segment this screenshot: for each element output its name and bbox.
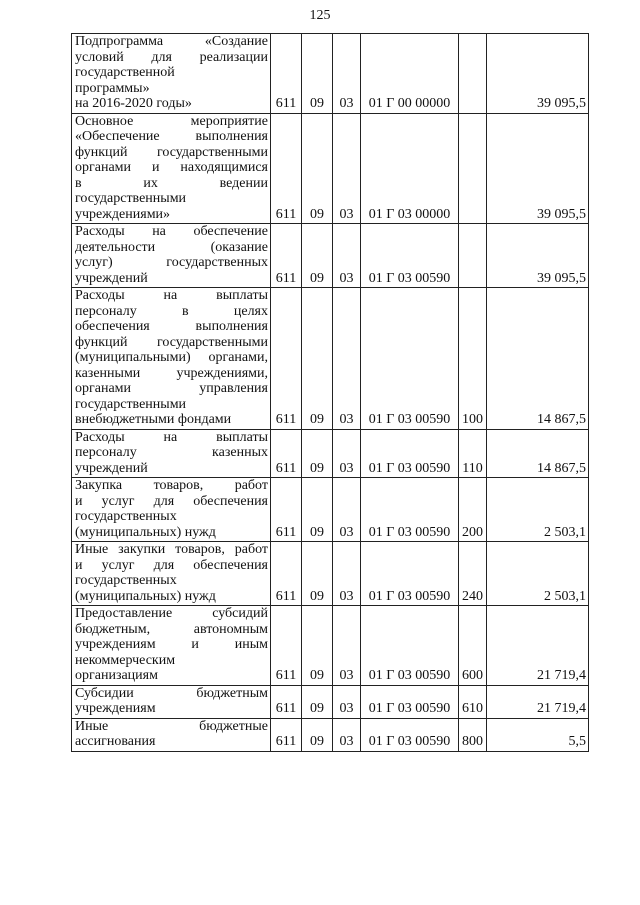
item-name-cell xyxy=(72,34,271,114)
item-name-line: бюджетным, автономным xyxy=(75,621,268,637)
ministry-code-cell: 611 xyxy=(271,542,302,606)
target-article-cell: 01 Г 03 00590 xyxy=(361,478,459,542)
target-article-cell: 01 Г 03 00590 xyxy=(361,288,459,430)
section-code-cell: 09 xyxy=(302,288,333,430)
section-code-cell: 09 xyxy=(302,34,333,114)
budget-table xyxy=(71,33,589,752)
item-name-line: функций государственными xyxy=(75,144,268,160)
subsection-code-cell: 03 xyxy=(333,34,361,114)
amount-cell: 14 867,5 xyxy=(487,288,589,430)
table-row xyxy=(72,34,589,114)
item-name-cell xyxy=(72,478,271,542)
section-code-cell: 09 xyxy=(302,606,333,686)
item-name-line: Основное мероприятие xyxy=(75,113,268,129)
section-code-cell: 09 xyxy=(302,224,333,288)
table-row xyxy=(72,429,589,478)
ministry-code-cell: 611 xyxy=(271,113,302,224)
expense-type-cell xyxy=(459,224,487,288)
table-row xyxy=(72,685,589,718)
amount-cell: 39 095,5 xyxy=(487,34,589,114)
item-name-line: Закупка товаров, работ xyxy=(75,478,268,493)
amount-cell: 39 095,5 xyxy=(487,224,589,288)
table-row xyxy=(72,542,589,606)
subsection-code-cell: 03 xyxy=(333,113,361,224)
item-name-line: государственной xyxy=(75,65,175,80)
item-name-cell xyxy=(72,113,271,224)
ministry-code-cell: 611 xyxy=(271,718,302,751)
section-code-cell: 09 xyxy=(302,113,333,224)
ministry-code-cell: 611 xyxy=(271,224,302,288)
item-name-line: органами и находящимися xyxy=(75,160,268,175)
table-row xyxy=(72,606,589,686)
item-name-line: персоналу в целях xyxy=(75,303,268,319)
item-name-line: (муниципальных) нужд xyxy=(75,588,216,604)
item-name-line: на 2016-2020 годы» xyxy=(75,96,192,111)
item-name-line: Расходы на обеспечение xyxy=(75,224,268,239)
section-code-cell: 09 xyxy=(302,718,333,751)
item-name-cell xyxy=(72,224,271,288)
item-name-line: функций государственными xyxy=(75,334,268,350)
target-article-cell: 01 Г 03 00590 xyxy=(361,542,459,606)
item-name-cell xyxy=(72,606,271,686)
expense-type-cell: 240 xyxy=(459,542,487,606)
expense-type-cell xyxy=(459,113,487,224)
amount-cell: 2 503,1 xyxy=(487,542,589,606)
ministry-code-cell: 611 xyxy=(271,429,302,478)
item-name-cell xyxy=(72,288,271,430)
item-name-line: (муниципальных) нужд xyxy=(75,524,216,540)
amount-cell: 21 719,4 xyxy=(487,606,589,686)
amount-cell: 5,5 xyxy=(487,718,589,751)
item-name-line: ассигнования xyxy=(75,734,156,749)
section-code-cell: 09 xyxy=(302,542,333,606)
table-body xyxy=(72,34,589,752)
item-name-line: учреждениями» xyxy=(75,206,171,222)
ministry-code-cell: 611 xyxy=(271,288,302,430)
item-name-line: Расходы на выплаты xyxy=(75,429,268,445)
subsection-code-cell: 03 xyxy=(333,478,361,542)
table-row xyxy=(72,478,589,542)
amount-cell: 14 867,5 xyxy=(487,429,589,478)
item-name-line: деятельности (оказание xyxy=(75,239,268,255)
item-name-line: Подпрограмма «Создание xyxy=(75,34,268,49)
subsection-code-cell: 03 xyxy=(333,542,361,606)
item-name-line: учреждениям и иным xyxy=(75,637,268,652)
item-name-line: казенными учреждениями, xyxy=(75,365,268,381)
item-name-line: государственных xyxy=(75,573,177,588)
table-row xyxy=(72,224,589,288)
item-name-line: некоммерческим xyxy=(75,652,176,668)
subsection-code-cell: 03 xyxy=(333,224,361,288)
subsection-code-cell: 03 xyxy=(333,718,361,751)
item-name-line: Иные закупки товаров, работ xyxy=(75,542,268,557)
target-article-cell: 01 Г 03 00590 xyxy=(361,718,459,751)
target-article-cell: 01 Г 03 00590 xyxy=(361,606,459,686)
item-name-line: государственными xyxy=(75,191,187,206)
expense-type-cell: 610 xyxy=(459,685,487,718)
subsection-code-cell: 03 xyxy=(333,685,361,718)
item-name-line: персоналу казенных xyxy=(75,445,268,460)
amount-cell: 2 503,1 xyxy=(487,478,589,542)
expense-type-cell: 200 xyxy=(459,478,487,542)
expense-type-cell: 600 xyxy=(459,606,487,686)
amount-cell: 39 095,5 xyxy=(487,113,589,224)
item-name-cell xyxy=(72,718,271,751)
ministry-code-cell: 611 xyxy=(271,34,302,114)
target-article-cell: 01 Г 03 00590 xyxy=(361,224,459,288)
item-name-line: Предоставление субсидий xyxy=(75,606,268,621)
table-row xyxy=(72,113,589,224)
table-row xyxy=(72,718,589,751)
section-code-cell: 09 xyxy=(302,478,333,542)
item-name-line: государственными xyxy=(75,396,187,412)
ministry-code-cell: 611 xyxy=(271,606,302,686)
ministry-code-cell: 611 xyxy=(271,478,302,542)
page-number: 125 xyxy=(309,8,331,23)
item-name-line: в их ведении xyxy=(75,175,268,191)
target-article-cell: 01 Г 00 00000 xyxy=(361,34,459,114)
item-name-line: учреждений xyxy=(75,270,148,286)
section-code-cell: 09 xyxy=(302,685,333,718)
item-name-line: (муниципальными) органами, xyxy=(75,350,268,365)
target-article-cell: 01 Г 03 00000 xyxy=(361,113,459,224)
expense-type-cell xyxy=(459,34,487,114)
target-article-cell: 01 Г 03 00590 xyxy=(361,429,459,478)
item-name-line: государственных xyxy=(75,509,177,524)
expense-type-cell: 800 xyxy=(459,718,487,751)
item-name-line: Субсидии бюджетным xyxy=(75,685,268,701)
item-name-line: услуг) государственных xyxy=(75,255,268,270)
amount-cell: 21 719,4 xyxy=(487,685,589,718)
item-name-line: и услуг для обеспечения xyxy=(75,493,268,509)
item-name-cell xyxy=(72,542,271,606)
item-name-line: Иные бюджетные xyxy=(75,718,268,734)
subsection-code-cell: 03 xyxy=(333,288,361,430)
item-name-line: «Обеспечение выполнения xyxy=(75,129,268,144)
table-row xyxy=(72,288,589,430)
expense-type-cell: 100 xyxy=(459,288,487,430)
item-name-line: и услуг для обеспечения xyxy=(75,557,268,573)
item-name-line: внебюджетными фондами xyxy=(75,412,232,427)
item-name-line: учреждений xyxy=(75,460,148,476)
section-code-cell: 09 xyxy=(302,429,333,478)
item-name-line: Расходы на выплаты xyxy=(75,288,268,303)
item-name-line: учреждениям xyxy=(75,701,156,716)
item-name-cell xyxy=(72,685,271,718)
item-name-line: программы» xyxy=(75,80,150,96)
item-name-line: условий для реализации xyxy=(75,49,268,65)
item-name-line: организациям xyxy=(75,668,158,683)
item-name-cell xyxy=(72,429,271,478)
subsection-code-cell: 03 xyxy=(333,429,361,478)
subsection-code-cell: 03 xyxy=(333,606,361,686)
item-name-line: органами управления xyxy=(75,381,268,396)
target-article-cell: 01 Г 03 00590 xyxy=(361,685,459,718)
item-name-line: обеспечения выполнения xyxy=(75,319,268,334)
expense-type-cell: 110 xyxy=(459,429,487,478)
ministry-code-cell: 611 xyxy=(271,685,302,718)
